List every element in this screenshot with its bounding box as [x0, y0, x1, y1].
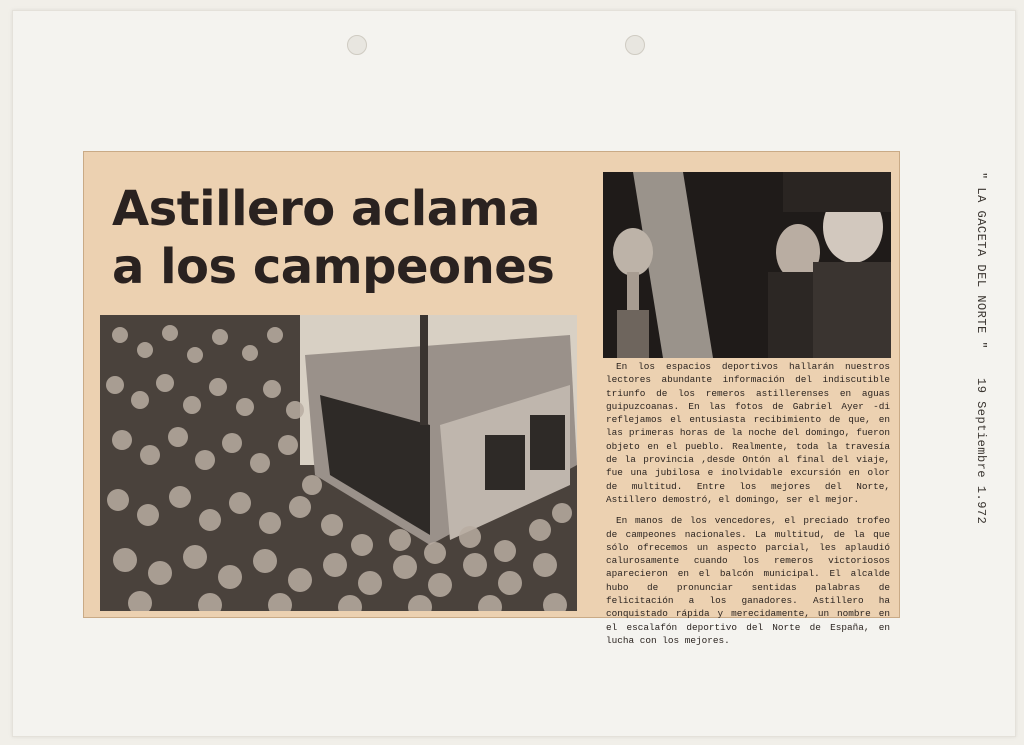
- headline-line-1: Astillero aclama: [112, 181, 541, 237]
- punch-hole: [625, 35, 645, 55]
- crowd-photo: [100, 315, 577, 611]
- crowd-illustration: [100, 315, 577, 611]
- date-annotation: 19 Septiembre 1.972: [974, 378, 988, 525]
- punch-hole: [347, 35, 367, 55]
- trophy-photo: [603, 172, 891, 358]
- article-paragraph: En los espacios deportivos hallarán nuestros lectores abundante información del indiscutible triunfo de los remeros astillerenses en aguas guipuzcoanas. En las fotos de Gabriel Ayer -di reflejamos el entusiasta recibimiento de que, en las primeras horas de la noche del domingo, fueron objeto en el pueblo. Realmente, toda la travesía de la provincia ,desde Ontón al final del viaje, fue una jubilosa e inolvidable excursión en olor de multitud. Entre los mejores del Norte, Astillero demostró, el domingo, ser el mejor.: [606, 361, 890, 505]
- newspaper-clipping: [83, 151, 900, 646]
- headline: [112, 180, 582, 296]
- article-paragraph: En manos de los vencedores, el preciado trofeo de campeones nacionales. La multitud, de la que sólo ofrecemos un aspecto parcial, les aplaudió calurosamente cuando los remeros victoriosos aparecieron en el balcón municipal. El alcalde hubo de pronunciar sentidas palabras de felicitación a los ganadores. Astillero ha conquistado rápida y merecidamente, un nombre en el escalafón deportivo del Norte de España, en lucha con los mejores.: [606, 515, 890, 646]
- source-annotation: " LA GACETA DEL NORTE ": [974, 172, 988, 350]
- trophy-illustration: [603, 172, 891, 358]
- headline-line-2: a los campeones: [112, 239, 555, 295]
- article-text: [606, 360, 890, 655]
